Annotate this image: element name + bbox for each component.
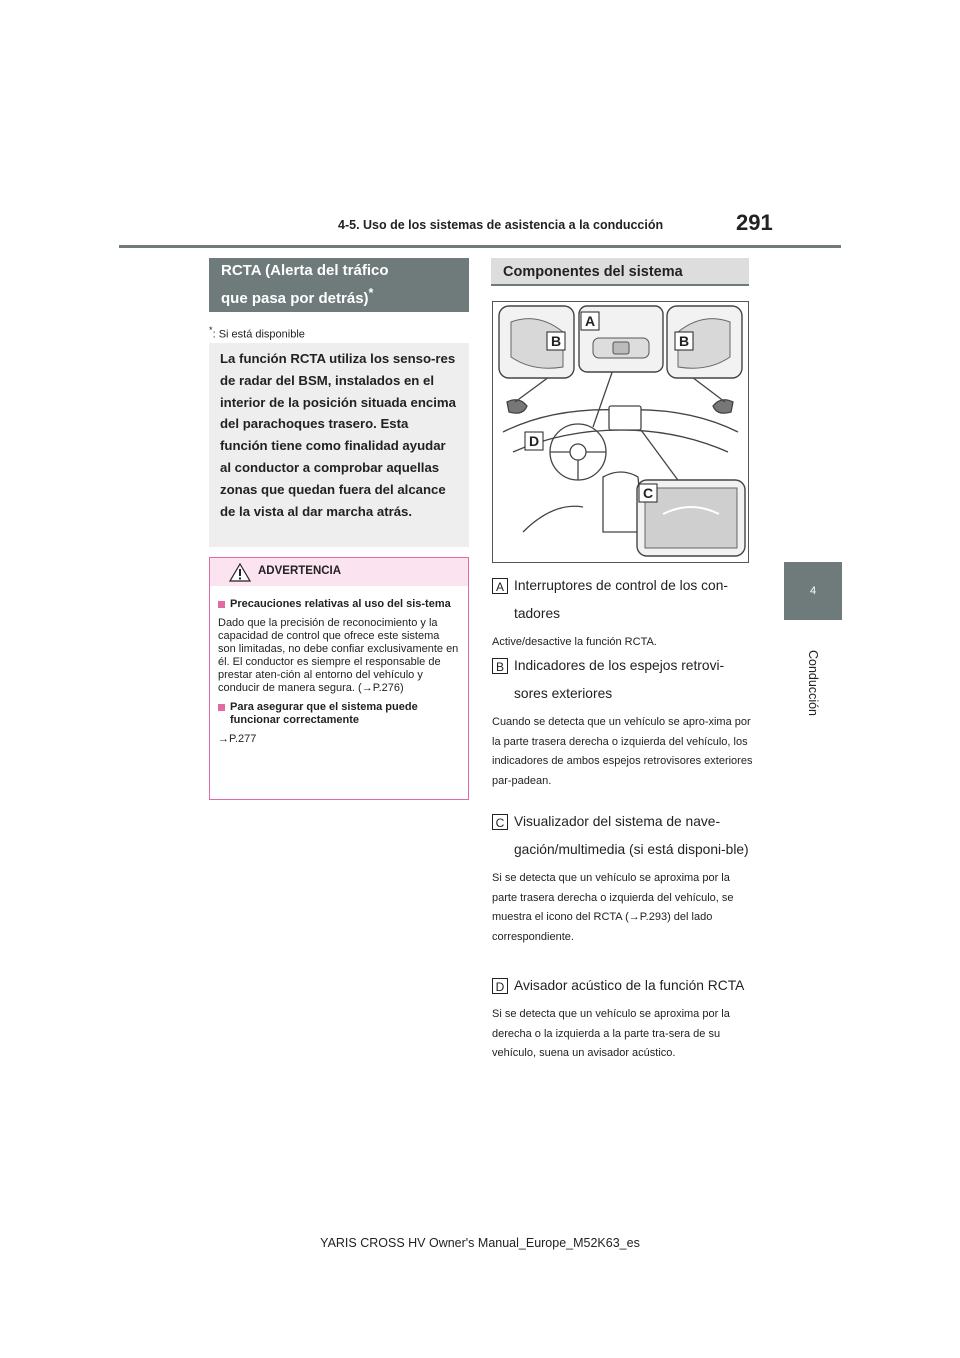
figure-label-d: D: [528, 433, 540, 449]
component-c-desc: Si se detecta que un vehículo se aproxima por la parte trasera derecha o izquierda del vehículo, se muestra el icono del RCTA (→P.293) del lado correspondiente.: [492, 872, 734, 943]
rcta-heading-line2: que pasa por detrás): [221, 290, 369, 307]
chapter-label: [770, 640, 856, 726]
intro-box: La función RCTA utiliza los senso-res de radar del BSM, instalados en el interior de la posición situada encima del parachoques trasero. Esta función tiene como finalidad ayudar al conductor a comprobar aquellas zonas que quedan fuera del alcance de la vista al dar marcha atrás.: [209, 343, 469, 547]
figure-label-c: C: [642, 485, 654, 501]
component-b-title: Indicadores de los espejos retrovi-sores exteriores: [514, 658, 725, 701]
figure-label-b-right: B: [678, 333, 690, 349]
warning-header: [210, 558, 468, 586]
chapter-tab: 4: [784, 562, 842, 620]
component-c-head: [492, 808, 754, 864]
component-d-title: Avisador acústico de la función RCTA: [514, 978, 745, 993]
component-d-desc: Si se detecta que un vehículo se aproxima por la derecha o la izquierda a la parte tra-sera de su vehículo, suena un avisador acústico.: [492, 1008, 730, 1059]
component-b-label: B: [492, 658, 508, 674]
component-item-d: [492, 972, 754, 1064]
component-b-desc: Cuando se detecta que un vehículo se apro-xima por la parte trasera derecha o izquierda del vehículo, los indicadores de ambos espejos retrovisores exteriores par-padean.: [492, 716, 753, 787]
component-item-b: [492, 652, 754, 791]
chapter-label-text: Conducción: [806, 649, 820, 717]
page-number: 291: [736, 210, 773, 235]
warning-text-precautions: Dado que la precisión de reconocimiento y la capacidad de control que ofrece este sistema son limitadas, no debe confiar exclusivamente en él. El conductor es siempre el responsable de prestar aten-ción al entorno del vehículo y conducir de manera segura. (→P.276): [218, 617, 459, 694]
section-title: 4-5. Uso de los sistemas de asistencia a la conducción: [338, 218, 664, 232]
components-heading: Componentes del sistema: [491, 258, 749, 286]
rcta-heading: [209, 258, 469, 312]
component-a-head: [492, 572, 754, 628]
availability-footnote: [209, 325, 305, 341]
rcta-heading-line1: RCTA (Alerta del tráfico: [221, 262, 389, 279]
dashboard-drawing: [493, 302, 748, 562]
warning-bullet-precautions: Precauciones relativas al uso del sis-tema: [218, 598, 460, 611]
component-c-label: C: [492, 814, 508, 830]
component-a-desc: Active/desactive la función RCTA.: [492, 636, 657, 648]
component-item-c: [492, 808, 754, 947]
header-rule: [119, 245, 841, 248]
component-d-head: [492, 972, 754, 1000]
warning-title: ADVERTENCIA: [258, 565, 342, 577]
dashboard-illustration: [492, 301, 749, 563]
figure-label-a: A: [584, 313, 596, 329]
figure-label-b-left: B: [550, 333, 562, 349]
rcta-heading-line2-wrap: [221, 282, 457, 310]
component-b-head: [492, 652, 754, 708]
component-a-title: Interruptores de control de los con-tadores: [514, 578, 728, 621]
warning-bullet-proper-function: Para asegurar que el sistema puede funcionar correctamente: [218, 701, 460, 727]
rcta-heading-marker: *: [368, 286, 374, 300]
warning-text-proper-function: →P.277: [218, 733, 257, 745]
component-c-title: Visualizador del sistema de nave-gación/multimedia (si está disponi-ble): [514, 814, 749, 857]
footnote-marker: *: [209, 325, 213, 335]
footnote-text: : Si está disponible: [212, 328, 305, 341]
component-d-label: D: [492, 978, 508, 994]
component-item-a: [492, 572, 754, 653]
component-a-label: A: [492, 578, 508, 594]
warning-body: [210, 586, 468, 746]
warning-triangle-icon: [229, 563, 251, 582]
page-footer: YARIS CROSS HV Owner's Manual_Europe_M52K63_es: [320, 1236, 640, 1250]
warning-box: [209, 557, 469, 800]
